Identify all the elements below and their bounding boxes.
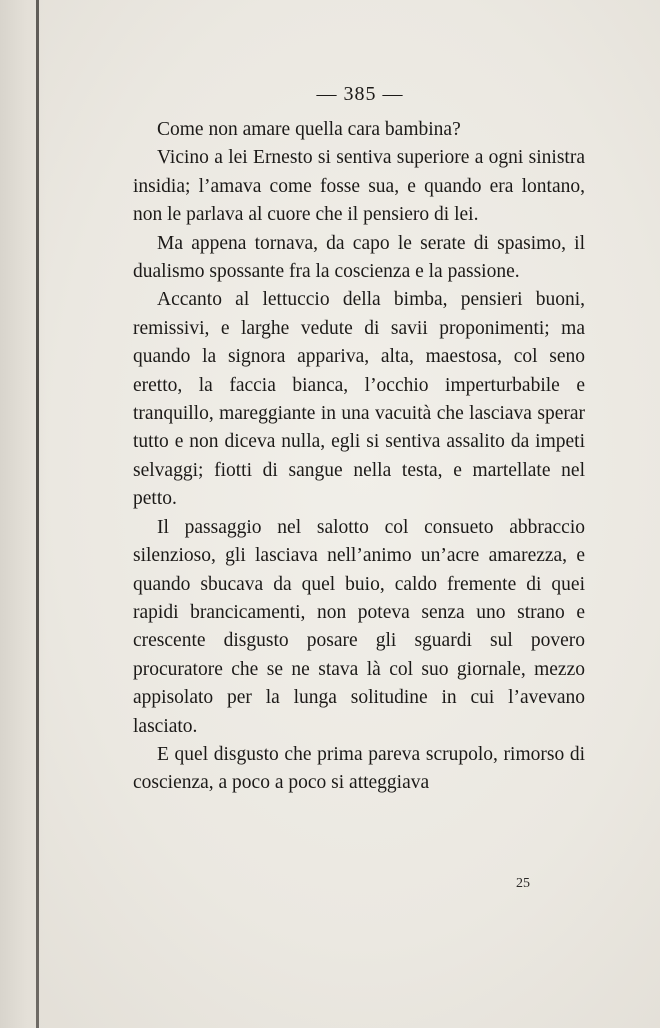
binding-shadow	[0, 0, 46, 1028]
binding-edge	[36, 0, 39, 1028]
paragraph: Ma appena tornava, da capo le serate di spasimo, il dualismo spossante fra la coscienza e la passione.	[133, 232, 585, 283]
signature-mark: 25	[516, 876, 530, 891]
paragraph: Vicino a lei Ernesto si sentiva superiore a ogni sinistra insidia; l’amava come fosse sua, e quando era lontano, non le parlava al cuore che il pensiero di lei.	[133, 147, 585, 226]
paragraph: Come non amare quella cara bambina?	[157, 119, 461, 140]
paragraph: Accanto al lettuccio della bimba, pensieri buoni, remissivi, e larghe vedute di savii proponimenti; ma quando la signora appariva, alta, maestosa, col seno eretto, la faccia bianca, l’occhio imperturbabile e tranquillo, mareggiante in una vacuità che lasciava sperar tutto e non diceva nulla, egli si sentiva assalito da impeti selvaggi; fiotti di sangue nella testa, e martellate nel petto.	[133, 289, 585, 510]
page-text	[133, 116, 585, 798]
paragraph: E quel disgusto che prima pareva scrupolo, rimorso di coscienza, a poco a poco si atteggiava	[133, 743, 585, 794]
page-number: — 385 —	[316, 83, 404, 105]
paragraph: Il passaggio nel salotto col consueto abbraccio silenzioso, gli lasciava nell’animo un’acre amarezza, e quando sbucava da quel buio, caldo fremente di quei rapidi brancicamenti, non poteva senza uno strano e crescente disgusto posare gli sguardi sul povero procuratore che se ne stava là col suo giornale, mezzo appisolato per la lunga solitudine in cui l’avevano lasciato.	[133, 516, 585, 737]
